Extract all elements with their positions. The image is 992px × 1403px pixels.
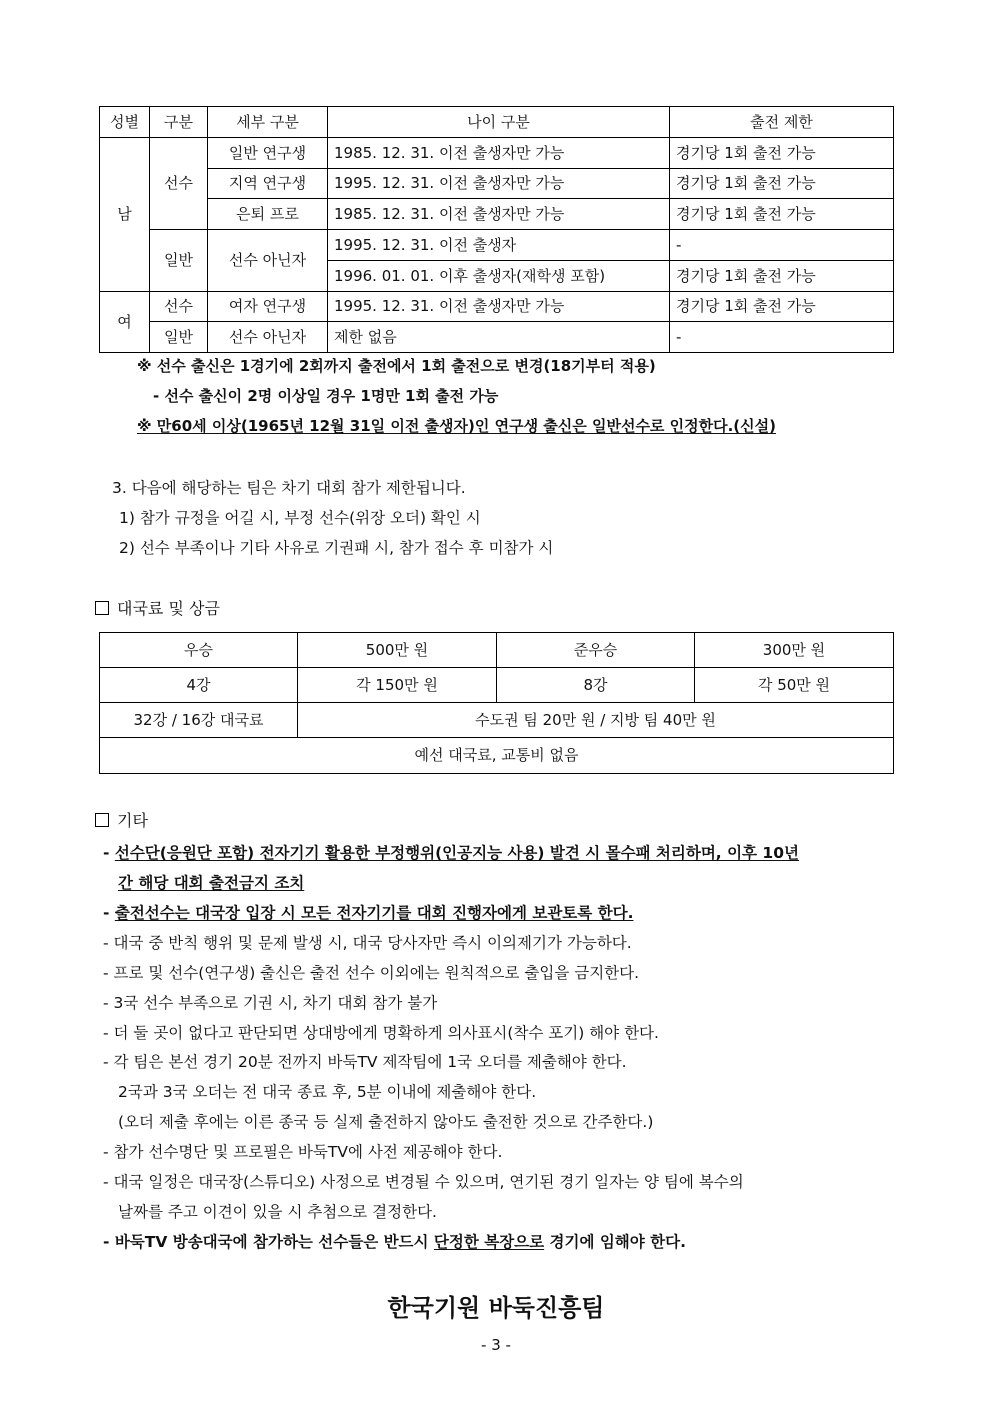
etc-line: 2국과 3국 오더는 전 대국 종료 후, 5분 이내에 제출해야 한다. xyxy=(118,1083,537,1101)
prize-winner-amount: 500만 원 xyxy=(298,633,497,668)
prize-runner-amount: 300만 원 xyxy=(695,633,894,668)
etc-line: 간 해당 대회 출전금지 조치 xyxy=(118,874,305,892)
limit-cell: 경기당 1회 출전 가능 xyxy=(670,169,894,199)
etc-heading: 기타 xyxy=(95,808,148,831)
age-cell: 1995. 12. 31. 이전 출생자만 가능 xyxy=(328,292,670,322)
fee-value: 수도권 팀 20만 원 / 지방 팀 40만 원 xyxy=(298,703,894,738)
organization-name: 한국기원 바둑진흥팀 xyxy=(387,1294,605,1322)
detail-cell: 여자 연구생 xyxy=(208,292,328,322)
prize-table xyxy=(99,632,894,774)
etc-line: - 바둑TV 방송대국에 참가하는 선수들은 반드시 단정한 복장으로 경기에 임해야 한다. xyxy=(103,1233,686,1251)
etc-line: - 참가 선수명단 및 프로필은 바둑TV에 사전 제공해야 한다. xyxy=(103,1143,503,1161)
age-cell: 1995. 12. 31. 이전 출생자 xyxy=(328,230,670,261)
age-cell: 1985. 12. 31. 이전 출생자만 가능 xyxy=(328,199,670,230)
eligibility-table xyxy=(99,106,894,353)
note-rule-change: ※ 선수 출신은 1경기에 2회까지 출전에서 1회 출전으로 변경(18기부터 적용) xyxy=(137,357,656,375)
prize-top4-label: 4강 xyxy=(100,668,298,703)
category-player-female: 선수 xyxy=(150,292,208,322)
detail-cell: 선수 아닌자 xyxy=(208,230,328,292)
limit-cell: 경기당 1회 출전 가능 xyxy=(670,292,894,322)
prelim-note: 예선 대국료, 교통비 없음 xyxy=(100,738,894,774)
age-cell: 1996. 01. 01. 이후 출생자(재학생 포함) xyxy=(328,261,670,292)
etc-line: - 대국 일정은 대국장(스튜디오) 사정으로 변경될 수 있으며, 연기된 경기 일자는 양 팀에 복수의 xyxy=(103,1173,744,1191)
restriction-title: 3. 다음에 해당하는 팀은 차기 대회 참가 제한됩니다. xyxy=(112,479,466,497)
detail-cell: 지역 연구생 xyxy=(208,169,328,199)
header-gender: 성별 xyxy=(100,107,150,138)
gender-male: 남 xyxy=(100,138,150,292)
note-age-60: ※ 만60세 이상(1965년 12월 31일 이전 출생자)인 연구생 출신은 일반선수로 인정한다.(신설) xyxy=(137,417,776,435)
header-detail: 세부 구분 xyxy=(208,107,328,138)
category-player-male: 선수 xyxy=(150,138,208,230)
etc-line: - 대국 중 반칙 행위 및 문제 발생 시, 대국 당사자만 즉시 이의제기가 가능하다. xyxy=(103,934,632,952)
checkbox-square-icon xyxy=(95,813,109,827)
header-category: 구분 xyxy=(150,107,208,138)
etc-line: - 프로 및 선수(연구생) 출신은 출전 선수 이외에는 원칙적으로 출입을 금지한다. xyxy=(103,964,640,982)
prize-winner-label: 우승 xyxy=(100,633,298,668)
age-cell: 제한 없음 xyxy=(328,322,670,353)
category-general-male: 일반 xyxy=(150,230,208,292)
detail-cell: 일반 연구생 xyxy=(208,138,328,169)
fee-label: 32강 / 16강 대국료 xyxy=(100,703,298,738)
limit-cell: 경기당 1회 출전 가능 xyxy=(670,199,894,230)
limit-cell: 경기당 1회 출전 가능 xyxy=(670,261,894,292)
prize-runner-label: 준우승 xyxy=(497,633,695,668)
detail-cell: 선수 아닌자 xyxy=(208,322,328,353)
etc-line: - 더 둘 곳이 없다고 판단되면 상대방에게 명확하게 의사표시(착수 포기) 해야 한다. xyxy=(103,1024,659,1042)
etc-line: - 선수단(응원단 포함) 전자기기 활용한 부정행위(인공지능 사용) 발견 시 몰수패 처리하며, 이후 10년 xyxy=(103,844,799,862)
limit-cell: - xyxy=(670,322,894,353)
prize-top8-label: 8강 xyxy=(497,668,695,703)
page-number: - 3 - xyxy=(481,1336,511,1354)
prize-heading: 대국료 및 상금 xyxy=(95,596,220,619)
category-general-female: 일반 xyxy=(150,322,208,353)
limit-cell: 경기당 1회 출전 가능 xyxy=(670,138,894,169)
age-cell: 1985. 12. 31. 이전 출생자만 가능 xyxy=(328,138,670,169)
detail-cell: 은퇴 프로 xyxy=(208,199,328,230)
header-age: 나이 구분 xyxy=(328,107,670,138)
header-limit: 출전 제한 xyxy=(670,107,894,138)
etc-line: (오더 제출 후에는 이른 종국 등 실제 출전하지 않아도 출전한 것으로 간주한다.) xyxy=(118,1113,654,1131)
etc-line: - 3국 선수 부족으로 기권 시, 차기 대회 참가 불가 xyxy=(103,994,438,1012)
etc-line: - 출전선수는 대국장 입장 시 모든 전자기기를 대회 진행자에게 보관토록 한다. xyxy=(103,904,634,922)
prize-top4-amount: 각 150만 원 xyxy=(298,668,497,703)
note-one-player: - 선수 출신이 2명 이상일 경우 1명만 1회 출전 가능 xyxy=(153,387,499,405)
etc-line: - 각 팀은 본선 경기 20분 전까지 바둑TV 제작팀에 1국 오더를 제출해야 한다. xyxy=(103,1053,627,1071)
restriction-item: 2) 선수 부족이나 기타 사유로 기권패 시, 참가 접수 후 미참가 시 xyxy=(119,539,554,557)
age-cell: 1995. 12. 31. 이전 출생자만 가능 xyxy=(328,169,670,199)
checkbox-square-icon xyxy=(95,601,109,615)
limit-cell: - xyxy=(670,230,894,261)
restriction-item: 1) 참가 규정을 어길 시, 부정 선수(위장 오더) 확인 시 xyxy=(119,509,481,527)
gender-female: 여 xyxy=(100,292,150,353)
prize-top8-amount: 각 50만 원 xyxy=(695,668,894,703)
etc-line: 날짜를 주고 이견이 있을 시 추첨으로 결정한다. xyxy=(118,1203,437,1221)
